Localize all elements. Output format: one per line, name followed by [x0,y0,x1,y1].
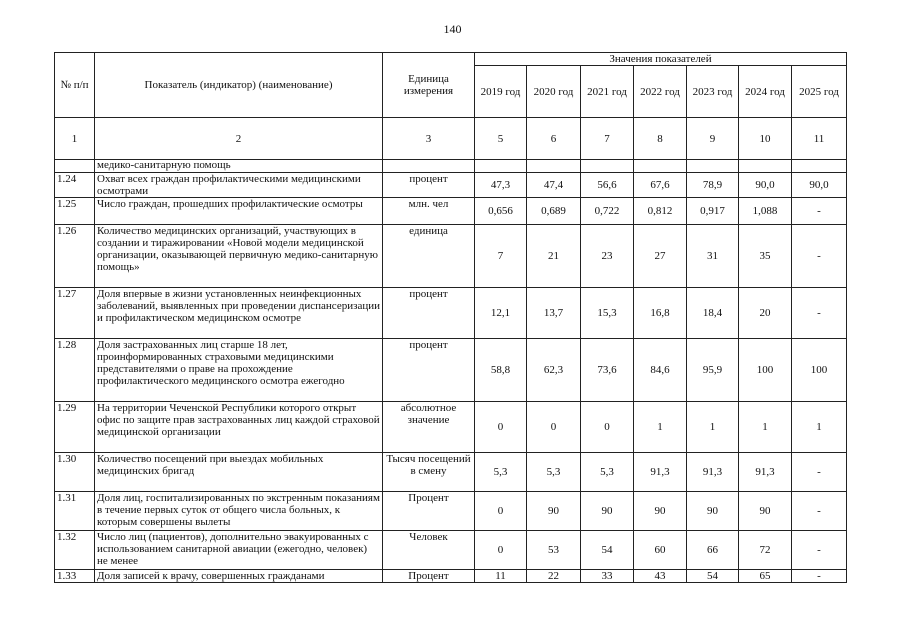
row-indicator: Охват всех граждан профилактическими медицинскими осмотрами [95,173,383,198]
row-value: - [792,198,847,225]
row-num: 1.28 [55,339,95,402]
continuation-value [687,160,739,173]
column-number: 11 [792,118,847,160]
row-value: 56,6 [581,173,634,198]
row-num: 1.30 [55,453,95,492]
row-value: 0 [475,402,527,453]
row-value: 47,3 [475,173,527,198]
row-value: 0 [475,531,527,570]
row-value: - [792,453,847,492]
row-value: 16,8 [634,288,687,339]
row-value: 12,1 [475,288,527,339]
row-indicator: Доля впервые в жизни установленных неинфекционных заболеваний, выявленных при проведении диспансеризации и профилактическом медицинском осмотре [95,288,383,339]
row-unit: млн. чел [383,198,475,225]
row-num: 1.29 [55,402,95,453]
row-value: 67,6 [634,173,687,198]
row-num: 1.33 [55,570,95,583]
row-num: 1.27 [55,288,95,339]
table-row [55,570,847,583]
row-value: - [792,288,847,339]
continuation-value [634,160,687,173]
row-value: 1,088 [739,198,792,225]
row-unit: абсолютное значение [383,402,475,453]
row-value: 0,722 [581,198,634,225]
row-num: 1.32 [55,531,95,570]
table-row [55,402,847,453]
row-value: - [792,492,847,531]
row-value: - [792,531,847,570]
row-value: 0,656 [475,198,527,225]
row-value: 78,9 [687,173,739,198]
row-value: 84,6 [634,339,687,402]
column-number: 1 [55,118,95,160]
row-value: 91,3 [634,453,687,492]
row-unit: единица [383,225,475,288]
row-value: 1 [687,402,739,453]
header-unit: Единица измерения [383,53,475,118]
row-value: 7 [475,225,527,288]
row-value: 21 [527,225,581,288]
row-value: 0 [581,402,634,453]
row-value: 100 [792,339,847,402]
column-number: 8 [634,118,687,160]
row-value: 72 [739,531,792,570]
row-value: 5,3 [581,453,634,492]
header-year: 2025 год [792,66,847,118]
row-indicator: На территории Чеченской Республики которого открыт офис по защите прав застрахованных лиц каждой страховой медицинской организации [95,402,383,453]
row-value: 90,0 [792,173,847,198]
continuation-value [527,160,581,173]
row-num: 1.25 [55,198,95,225]
row-unit: Человек [383,531,475,570]
row-value: 1 [792,402,847,453]
row-indicator: Количество посещений при выездах мобильных медицинских бригад [95,453,383,492]
row-indicator: Число лиц (пациентов), дополнительно эвакуированных с использованием санитарной авиации (ежегодно, человек) не менее [95,531,383,570]
row-value: 5,3 [527,453,581,492]
row-value: 35 [739,225,792,288]
row-value: 90 [687,492,739,531]
column-number: 6 [527,118,581,160]
row-indicator: Количество медицинских организаций, участвующих в создании и тиражировании «Новой модели медицинской организации, оказывающей первичную медико-санитарную помощь» [95,225,383,288]
row-value: 15,3 [581,288,634,339]
row-indicator: Доля записей к врачу, совершенных гражданами [95,570,383,583]
row-unit: процент [383,339,475,402]
header-year: 2024 год [739,66,792,118]
row-unit: процент [383,288,475,339]
row-value: 53 [527,531,581,570]
row-value: 95,9 [687,339,739,402]
continuation-unit [383,160,475,173]
row-unit: Процент [383,570,475,583]
row-value: 11 [475,570,527,583]
row-value: 43 [634,570,687,583]
continuation-text: медико-санитарную помощь [95,160,383,173]
row-value: 0,917 [687,198,739,225]
row-value: 73,6 [581,339,634,402]
row-value: 23 [581,225,634,288]
row-value: 33 [581,570,634,583]
row-value: 90 [739,492,792,531]
row-value: 5,3 [475,453,527,492]
row-unit: Процент [383,492,475,531]
row-unit: процент [383,173,475,198]
row-value: - [792,225,847,288]
continuation-num [55,160,95,173]
row-value: 27 [634,225,687,288]
table-row [55,198,847,225]
table-row [55,531,847,570]
row-value: 91,3 [739,453,792,492]
column-number: 5 [475,118,527,160]
row-indicator: Число граждан, прошедших профилактические осмотры [95,198,383,225]
row-value: 90 [527,492,581,531]
row-value: 31 [687,225,739,288]
continuation-value [475,160,527,173]
row-value: 90 [581,492,634,531]
row-value: - [792,570,847,583]
continuation-value [792,160,847,173]
table-row [55,288,847,339]
row-value: 1 [634,402,687,453]
row-value: 0,812 [634,198,687,225]
header-year: 2022 год [634,66,687,118]
row-value: 47,4 [527,173,581,198]
row-value: 91,3 [687,453,739,492]
header-year: 2023 год [687,66,739,118]
header-year: 2021 год [581,66,634,118]
table-row [55,225,847,288]
table-row [55,173,847,198]
row-unit: Тысяч посещений в смену [383,453,475,492]
column-number: 2 [95,118,383,160]
row-num: 1.31 [55,492,95,531]
continuation-value [739,160,792,173]
row-value: 54 [581,531,634,570]
row-value: 0 [475,492,527,531]
table-row [55,339,847,402]
column-number: 7 [581,118,634,160]
row-indicator: Доля лиц, госпитализированных по экстренным показаниям в течение первых суток от общего числа больных, к которым совершены вылеты [95,492,383,531]
column-number: 3 [383,118,475,160]
indicators-table [54,52,847,583]
row-value: 1 [739,402,792,453]
continuation-value [581,160,634,173]
row-value: 0 [527,402,581,453]
row-value: 20 [739,288,792,339]
row-num: 1.24 [55,173,95,198]
row-value: 90 [634,492,687,531]
row-value: 58,8 [475,339,527,402]
row-value: 22 [527,570,581,583]
row-value: 66 [687,531,739,570]
header-values-group: Значения показателей [475,53,847,66]
header-indicator: Показатель (индикатор) (наименование) [95,53,383,118]
header-year: 2020 год [527,66,581,118]
row-value: 90,0 [739,173,792,198]
row-value: 0,689 [527,198,581,225]
page-number: 140 [443,22,462,36]
header-num: № п/п [55,53,95,118]
header-year: 2019 год [475,66,527,118]
row-value: 62,3 [527,339,581,402]
row-value: 54 [687,570,739,583]
table-row [55,453,847,492]
column-number: 10 [739,118,792,160]
row-value: 18,4 [687,288,739,339]
row-value: 65 [739,570,792,583]
row-num: 1.26 [55,225,95,288]
row-value: 100 [739,339,792,402]
table-row [55,492,847,531]
row-value: 13,7 [527,288,581,339]
row-indicator: Доля застрахованных лиц старше 18 лет, проинформированных страховыми медицинскими представителями о праве на прохождение профилактического медицинского осмотра ежегодно [95,339,383,402]
row-value: 60 [634,531,687,570]
column-number: 9 [687,118,739,160]
